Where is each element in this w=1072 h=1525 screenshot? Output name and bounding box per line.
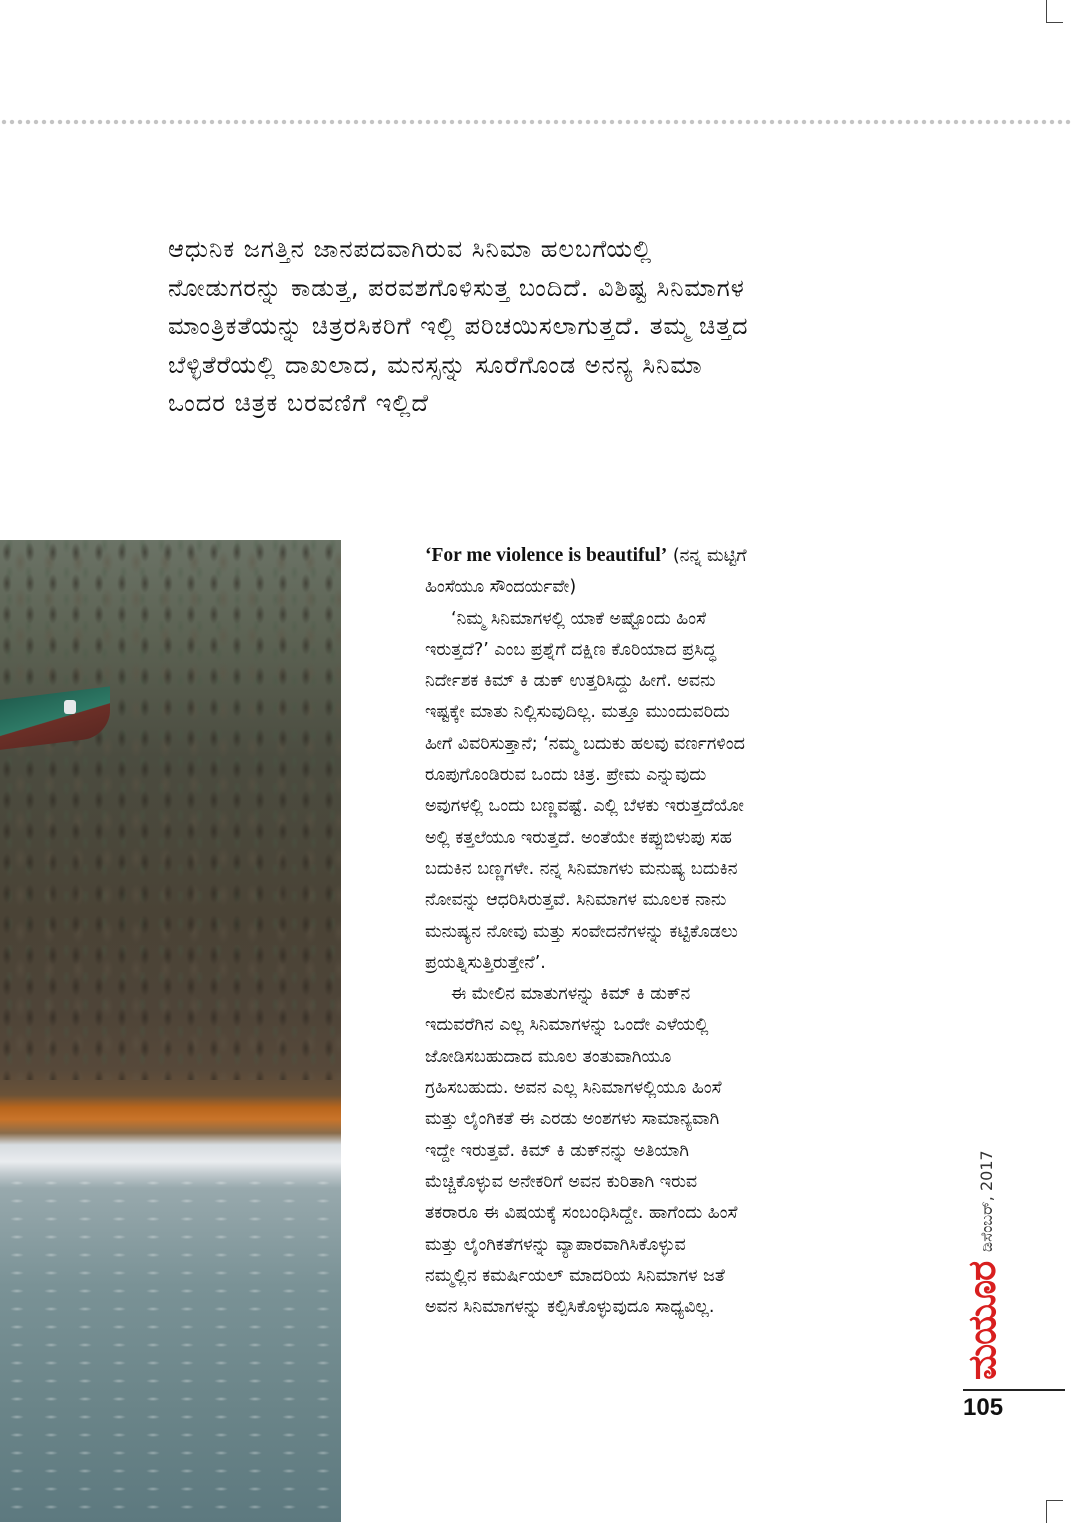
intro-line: ಮಾಂತ್ರಿಕತೆಯನ್ನು ಚಿತ್ರರಸಿಕರಿಗೆ ಇಲ್ಲಿ ಪರಿಚಯಿಸಲಾಗುತ್ತದೆ. ತಮ್ಮ ಚಿತ್ತದ	[168, 312, 749, 340]
body-line: ನೋವನ್ನು ಆಧರಿಸಿರುತ್ತವೆ. ಸಿನಿಮಾಗಳ ಮೂಲಕ ನಾನು	[425, 890, 727, 911]
article-body	[425, 540, 925, 1323]
intro-line: ಬೆಳ್ಳಿತೆರೆಯಲ್ಲಿ ದಾಖಲಾದ, ಮನಸ್ಸನ್ನು ಸೂರೆಗೊಂಡ ಅನನ್ಯ ಸಿನಿಮಾ	[168, 350, 703, 379]
intro-line: ಒಂದರ ಚಿತ್ರಕ ಬರವಣಿಗೆ ಇಲ್ಲಿದೆ	[168, 389, 429, 417]
article-heading-english: ‘For me violence is beautiful’	[425, 545, 668, 566]
issue-date: ಡಿಸೆಂಬರ್, 2017	[977, 1150, 996, 1252]
body-line: ರೂಪುಗೊಂಡಿರುವ ಒಂದು ಚಿತ್ರ. ಪ್ರೇಮ ಎನ್ನುವುದು	[425, 765, 707, 786]
body-line: ‘ನಿಮ್ಮ ಸಿನಿಮಾಗಳಲ್ಲಿ ಯಾಕೆ ಅಷ್ಟೊಂದು ಹಿಂಸೆ	[451, 608, 707, 629]
intro-line: ಆಧುನಿಕ ಜಗತ್ತಿನ ಜಾನಪದವಾಗಿರುವ ಸಿನಿಮಾ ಹಲಬಗೆಯಲ್ಲಿ	[168, 235, 653, 263]
crop-mark-bottom-right	[1046, 1500, 1063, 1523]
body-line: ಪ್ರಯತ್ನಿಸುತ್ತಿರುತ್ತೇನೆ’.	[425, 952, 546, 973]
body-line: ಇದ್ದೇ ಇರುತ್ತವೆ. ಕಿಮ್ ಕಿ ಡುಕ್‌ನನ್ನು ಅತಿಯಾಗಿ	[425, 1140, 689, 1161]
body-line: ಗ್ರಹಿಸಬಹುದು. ಅವನ ಎಲ್ಲ ಸಿನಿಮಾಗಳಲ್ಲಿಯೂ ಹಿಂಸೆ	[425, 1078, 722, 1099]
film-still-photo	[0, 540, 341, 1522]
article-heading-cont: ಹಿಂಸೆಯೂ ಸೌಂದರ್ಯವೇ)	[425, 577, 577, 598]
intro-line: ನೋಡುಗರನ್ನು ಕಾಡುತ್ತ, ಪರವಶಗೊಳಿಸುತ್ತ ಬಂದಿದೆ. ವಿಶಿಷ್ಟ ಸಿನಿಮಾಗಳ	[168, 273, 745, 302]
body-line: ಜೋಡಿಸಬಹುದಾದ ಮೂಲ ತಂತುವಾಗಿಯೂ	[425, 1046, 672, 1067]
body-line: ಬದುಕಿನ ಬಣ್ಣಗಳೇ. ನನ್ನ ಸಿನಿಮಾಗಳು ಮನುಷ್ಯ ಬದುಕಿನ	[425, 858, 738, 879]
body-line: ತಕರಾರೂ ಈ ವಿಷಯಕ್ಕೆ ಸಂಬಂಧಿಸಿದ್ದೇ. ಹಾಗೆಂದು ಹಿಂಸೆ	[425, 1203, 738, 1224]
article-heading-kannada: (ನನ್ನ ಮಟ್ಟಿಗೆ	[667, 546, 747, 566]
body-line: ನಮ್ಮಲ್ಲಿನ ಕಮರ್ಷಿಯಲ್ ಮಾದರಿಯ ಸಿನಿಮಾಗಳ ಜತೆ	[425, 1265, 725, 1286]
body-line: ಮತ್ತು ಲೈಂಗಿಕತೆ ಈ ಎರಡು ಅಂಶಗಳು ಸಾಮಾನ್ಯವಾಗಿ	[425, 1109, 720, 1130]
body-line: ಅವನ ಸಿನಿಮಾಗಳನ್ನು ಕಲ್ಪಿಸಿಕೊಳ್ಳುವುದೂ ಸಾಧ್ಯವಿಲ್ಲ.	[425, 1297, 715, 1318]
article-heading	[425, 540, 925, 572]
photo-forest-texture	[0, 540, 341, 1080]
body-line: ಇಷ್ಟಕ್ಕೇ ಮಾತು ನಿಲ್ಲಿಸುವುದಿಲ್ಲ. ಮತ್ತೂ ಮುಂದುವರಿದು	[425, 702, 730, 723]
intro-paragraph	[168, 230, 928, 423]
body-line: ಇರುತ್ತದೆ?’ ಎಂಬ ಪ್ರಶ್ನೆಗೆ ದಕ್ಷಿಣ ಕೊರಿಯಾದ ಪ್ರಸಿದ್ಧ	[425, 639, 717, 660]
body-line: ಅವುಗಳಲ್ಲಿ ಒಂದು ಬಣ್ಣವಷ್ಟೆ. ಎಲ್ಲಿ ಬೆಳಕು ಇರುತ್ತದೆಯೋ	[425, 796, 744, 817]
crop-mark-top-right	[1046, 0, 1063, 23]
body-line: ನಿರ್ದೇಶಕ ಕಿಮ್ ಕಿ ಡುಕ್ ಉತ್ತರಿಸಿದ್ದು ಹೀಗೆ. ಅವನು	[425, 671, 716, 692]
folio-rule	[963, 1389, 1065, 1391]
photo-water-ripples	[0, 1174, 341, 1522]
page-number: 105	[963, 1394, 1004, 1421]
body-line: ಮತ್ತು ಲೈಂಗಿಕತೆಗಳನ್ನು ವ್ಯಾಪಾರವಾಗಿಸಿಕೊಳ್ಳುವ	[425, 1234, 686, 1255]
body-line: ಅಲ್ಲಿ ಕತ್ತಲೆಯೂ ಇರುತ್ತದೆ. ಅಂತೆಯೇ ಕಪ್ಪುಬಿಳುಪು ಸಹ	[425, 827, 732, 848]
body-line: ಈ ಮೇಲಿನ ಮಾತುಗಳನ್ನು ಕಿಮ್ ಕಿ ಡುಕ್‌ನ	[451, 984, 691, 1005]
dotted-divider	[0, 118, 1072, 126]
magazine-logo: ಮಯೂರ	[960, 1261, 1004, 1380]
body-line: ಮನುಷ್ಯನ ನೋವು ಮತ್ತು ಸಂವೇದನೆಗಳನ್ನು ಕಟ್ಟಿಕೊಡಲು	[425, 921, 738, 942]
photo-roof-ornament	[64, 700, 76, 714]
body-line: ಹೀಗೆ ವಿವರಿಸುತ್ತಾನೆ; ‘ನಮ್ಮ ಬದುಕು ಹಲವು ವರ್ಣಗಳಿಂದ	[425, 733, 745, 754]
body-line: ಮೆಚ್ಚಿಕೊಳ್ಳುವ ಅನೇಕರಿಗೆ ಅವನ ಕುರಿತಾಗಿ ಇರುವ	[425, 1171, 698, 1192]
body-line: ಇದುವರೆಗಿನ ಎಲ್ಲ ಸಿನಿಮಾಗಳನ್ನು ಒಂದೇ ಎಳೆಯಲ್ಲಿ	[425, 1015, 709, 1036]
